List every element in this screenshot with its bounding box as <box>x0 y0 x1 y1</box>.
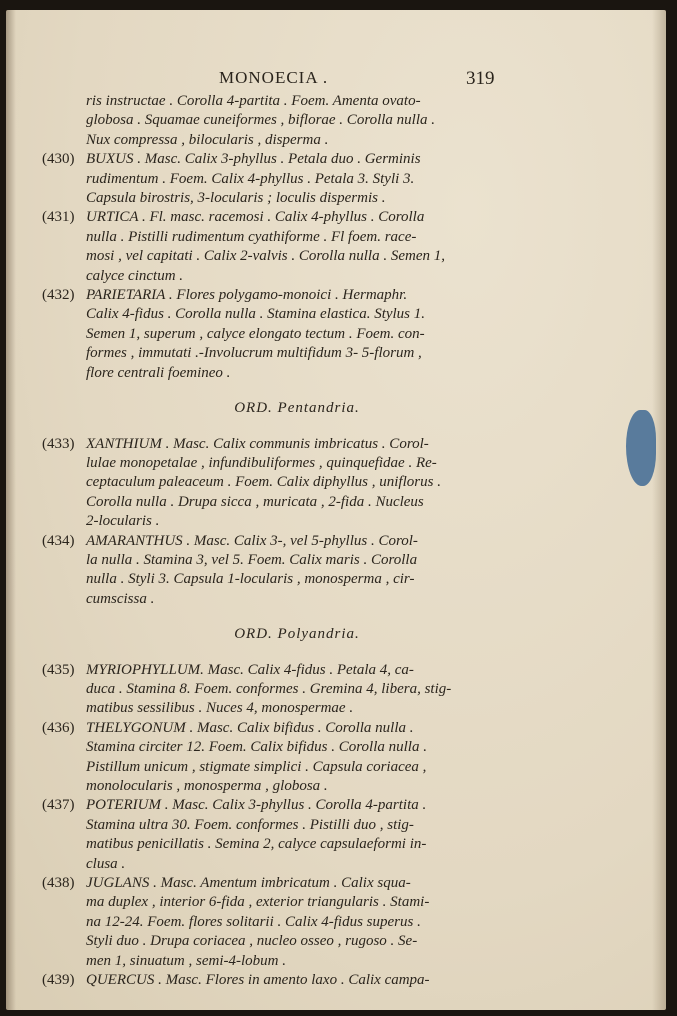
text-line: nulla . Pistilli rudimentum cyathiforme . Fl foem. race- <box>86 228 417 245</box>
text-line: cumscissa . <box>86 590 155 607</box>
text-line: formes , immutati .-Involucrum multifidum 3- 5-florum , <box>86 345 422 362</box>
text-line: duca . Stamina 8. Foem. conformes . Gremina 4, libera, stig- <box>86 680 452 697</box>
text-line: la nulla . Stamina 3, vel 5. Foem. Calix maris . Corolla <box>86 551 418 568</box>
text-line: XANTHIUM . Masc. Calix communis imbricatus . Corol- <box>86 435 429 452</box>
entry-number: (437) <box>42 797 75 814</box>
continuation-text <box>42 92 512 150</box>
order-heading: ORD. Polyandria. <box>234 626 360 643</box>
entry-number: (438) <box>42 875 75 892</box>
text-line: Styli duo . Drupa coriacea , nucleo osseo , rugoso . Se- <box>86 933 418 950</box>
entry-number: (433) <box>42 435 75 452</box>
genus-entry <box>42 435 512 532</box>
entries-group <box>42 150 512 383</box>
text-line: THELYGONUM . Masc. Calix bifidus . Corolla nulla . <box>86 719 414 736</box>
text-line: men 1, sinuatum , semi-4-lobum . <box>86 952 286 969</box>
text-line: globosa . Squamae cuneiformes , biflorae . Corolla nulla . <box>86 112 436 129</box>
text-line: ma duplex , interior 6-fida , exterior triangularis . Stami- <box>86 894 430 911</box>
genus-entry <box>42 874 512 971</box>
text-line: PARIETARIA . Flores polygamo-monoici . Hermaphr. <box>86 287 408 304</box>
page-header <box>6 68 666 92</box>
text-line: AMARANTHUS . Masc. Calix 3-, vel 5-phyllus . Corol- <box>86 532 418 549</box>
entries-group <box>42 435 512 610</box>
genus-entry <box>42 532 512 610</box>
ink-stain <box>626 410 656 486</box>
text-line: Capsula birostris, 3-locularis ; loculis dispermis . <box>86 190 386 207</box>
entry-description <box>86 796 512 874</box>
entry-number: (431) <box>42 209 75 226</box>
entry-number: (430) <box>42 151 75 168</box>
entry-number: (439) <box>42 972 75 989</box>
text-line: Stamina ultra 30. Foem. conformes . Pistilli duo , stig- <box>86 816 414 833</box>
entry-description <box>86 719 512 797</box>
genus-entry <box>42 150 512 208</box>
book-page <box>6 10 666 1010</box>
text-line: Pistillum unicum , stigmate simplici . Capsula coriacea , <box>86 758 427 775</box>
text-line: Nux compressa , bilocularis , disperma . <box>86 131 329 148</box>
entry-description <box>86 208 512 286</box>
text-line: URTICA . Fl. masc. racemosi . Calix 4-phyllus . Corolla <box>86 209 425 226</box>
text-line: ceptaculum paleaceum . Foem. Calix diphyllus , uniflorus . <box>86 474 441 491</box>
entry-description <box>86 661 512 719</box>
text-line: mosi , vel capitati . Calix 2-valvis . Corolla nulla . Semen 1, <box>86 248 445 265</box>
genus-entry <box>42 661 512 719</box>
entry-description <box>86 435 512 532</box>
text-line: ris instructae . Corolla 4-partita . Foem. Amenta ovato- <box>86 93 421 109</box>
entry-description <box>86 532 512 610</box>
entry-description <box>86 286 512 383</box>
text-line: Calix 4-fidus . Corolla nulla . Stamina elastica. Stylus 1. <box>86 306 426 323</box>
entry-description <box>86 150 512 208</box>
entry-description <box>86 874 512 971</box>
text-line: QUERCUS . Masc. Flores in amento laxo . Calix campa- <box>86 972 430 989</box>
page-number: 319 <box>466 68 495 89</box>
genus-entry <box>42 719 512 797</box>
text-line: JUGLANS . Masc. Amentum imbricatum . Calix squa- <box>86 875 411 892</box>
gutter-shadow <box>6 10 16 1010</box>
text-line: Semen 1, superum , calyce elongato tectum . Foem. con- <box>86 325 425 342</box>
text-line: 2-locularis . <box>86 513 160 530</box>
text-line: POTERIUM . Masc. Calix 3-phyllus . Corolla 4-partita . <box>86 797 427 814</box>
text-line: rudimentum . Foem. Calix 4-phyllus . Petala 3. Styli 3. <box>86 170 415 187</box>
text-line: monolocularis , monosperma , globosa . <box>86 778 328 794</box>
text-line: Corolla nulla . Drupa sicca , muricata , 2-fida . Nucleus <box>86 493 424 510</box>
page-edge-shadow <box>652 10 666 1010</box>
text-line: BUXUS . Masc. Calix 3-phyllus . Petala duo . Germinis <box>86 151 421 168</box>
text-line: nulla . Styli 3. Capsula 1-locularis , monosperma , cir- <box>86 571 415 588</box>
genus-entry <box>42 286 512 383</box>
text-line: calyce cinctum . <box>86 267 184 284</box>
text-line: matibus sessilibus . Nuces 4, monospermae . <box>86 700 354 717</box>
text-line: flore centrali foemineo . <box>86 364 231 381</box>
entry-number: (434) <box>42 532 75 549</box>
entry-number: (436) <box>42 719 75 736</box>
text-line: lulae monopetalae , infundibuliformes , quinquefidae . Re- <box>86 454 437 471</box>
text-line: na 12-24. Foem. flores solitarii . Calix 4-fidus superus . <box>86 913 421 930</box>
running-title: MONOECIA . <box>219 68 329 87</box>
entry-description <box>86 971 512 990</box>
text-line: Stamina circiter 12. Foem. Calix bifidus . Corolla nulla . <box>86 739 427 756</box>
genus-entry <box>42 208 512 286</box>
text-line: clusa . <box>86 855 126 872</box>
page-text <box>42 92 512 990</box>
entry-number: (435) <box>42 661 75 678</box>
entry-number: (432) <box>42 287 75 304</box>
text-line: matibus penicillatis . Semina 2, calyce capsulaeformi in- <box>86 836 427 853</box>
entries-group <box>42 661 512 991</box>
genus-entry <box>42 971 512 990</box>
genus-entry <box>42 796 512 874</box>
order-heading: ORD. Pentandria. <box>234 400 360 417</box>
text-line: MYRIOPHYLLUM. Masc. Calix 4-fidus . Petala 4, ca- <box>86 661 414 678</box>
